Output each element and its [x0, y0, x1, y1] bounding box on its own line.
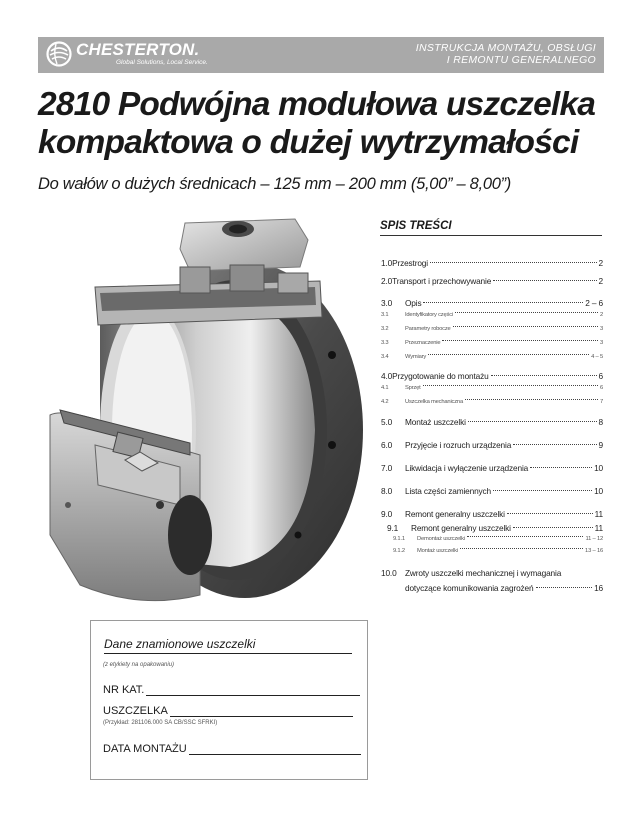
toc-item-label: Przygotowanie do montażu — [392, 371, 489, 381]
toc-item-9-1[interactable]: 9.1 Remont generalny uszczelki 11 — [387, 523, 603, 533]
toc-item-label: Opis — [405, 298, 422, 308]
seal-label: USZCZELKA — [103, 705, 168, 717]
document-type-line-2: I REMONTU GENERALNEGO — [446, 54, 596, 66]
toc-item-label: Wymiary — [405, 354, 427, 360]
toc-item-9-0[interactable]: 9.0 Remont generalny uszczelki 11 — [381, 509, 603, 519]
toc-item-label: Przestrogi — [392, 258, 428, 268]
seal-field[interactable] — [103, 705, 353, 717]
toc-item-label: Parametry robocze — [405, 326, 451, 332]
toc-item-page: 7 — [599, 399, 603, 405]
top-gland-block — [180, 219, 308, 271]
toc-item-page: 3 — [599, 326, 603, 332]
toc-item-2-0[interactable]: 2.0 Transport i przechowywanie 2 — [381, 276, 603, 286]
toc-item-page: 4 – 5 — [591, 354, 603, 360]
toc-item-page: 13 – 16 — [585, 548, 603, 554]
toc-item-4-2[interactable]: 4.2 Uszczelka mechaniczna 7 — [381, 399, 603, 405]
toc-item-label: Przeznaczenie — [405, 340, 441, 346]
toc-item-10-0[interactable]: 10.0 Zwroty uszczelki mechanicznej i wymagania — [381, 568, 562, 578]
toc-item-3-4[interactable]: 3.4 Wymiary 4 – 5 — [381, 354, 603, 360]
toc-item-8-0[interactable]: 8.0 Lista części zamiennych 10 — [381, 486, 603, 496]
brand-name: CHESTERTON. — [76, 40, 200, 59]
toc-item-label: Zwroty uszczelki mechanicznej i wymagania — [405, 568, 562, 578]
toc-item-label: Demontaż uszczelki — [417, 536, 465, 542]
page-title — [38, 86, 618, 162]
toc-item-10-0-cont[interactable] — [381, 583, 603, 593]
toc-item-label: Montaż uszczelki — [417, 548, 458, 554]
toc-item-page: 11 — [594, 523, 603, 533]
toc-item-page: 10 — [594, 463, 603, 473]
toc-item-1-0[interactable]: 1.0 Przestrogi 2 — [381, 258, 603, 268]
toc-item-label: Uszczelka mechaniczna — [405, 399, 463, 405]
toc-item-label: dotyczące komunikowania zagrożeń — [405, 583, 534, 593]
page-subtitle: Do wałów o dużych średnicach – 125 mm – 200 mm (5,00” – 8,00”) — [38, 175, 511, 193]
toc-item-3-3[interactable]: 3.3 Przeznaczenie 3 — [381, 340, 603, 346]
toc-item-6-0[interactable]: 6.0 Przyjęcie i rozruch urządzenia 9 — [381, 440, 603, 450]
toc-item-label: Sprzęt — [405, 385, 421, 391]
catalog-number-line[interactable] — [146, 694, 360, 696]
title-line-1: 2810 Podwójna modułowa uszczelka — [38, 86, 596, 123]
toc-item-3-0[interactable]: 3.0 Opis 2 – 6 — [381, 298, 603, 308]
toc-item-9-1-2[interactable]: 9.1.2 Montaż uszczelki 13 – 16 — [393, 548, 603, 554]
toc-item-5-0[interactable]: 5.0 Montaż uszczelki 8 — [381, 417, 603, 427]
toc-item-page: 2 — [598, 258, 603, 268]
catalog-number-label: NR KAT. — [103, 684, 145, 696]
toc-item-page: 11 – 12 — [585, 536, 603, 542]
toc-item-label: Remont generalny uszczelki — [411, 523, 511, 533]
toc-item-page: 11 — [594, 509, 603, 519]
toc-item-page: 6 — [599, 385, 603, 391]
seal-example: (Przykład: 281106.000 SA CB/SSC SFRKI) — [103, 720, 218, 726]
toc-item-label: Lista części zamiennych — [405, 486, 492, 496]
installation-date-field[interactable] — [103, 743, 361, 755]
toc-item-page: 8 — [598, 417, 603, 427]
nameplate-title: Dane znamionowe uszczelki — [104, 637, 352, 654]
toc-item-label: Remont generalny uszczelki — [405, 509, 505, 519]
toc-item-page: 2 — [599, 312, 603, 318]
toc-item-page: 16 — [594, 583, 603, 593]
header-banner — [38, 37, 604, 73]
toc-item-4-1[interactable]: 4.1 Sprzęt 6 — [381, 385, 603, 391]
toc-item-label: Transport i przechowywanie — [392, 276, 492, 286]
document-type — [416, 42, 596, 66]
seal-nameplate-box — [90, 620, 368, 780]
document-type-line-1: INSTRUKCJA MONTAŻU, OBSŁUGI — [415, 42, 596, 54]
toc-item-page: 3 — [599, 340, 603, 346]
toc-item-4-0[interactable]: 4.0 Przygotowanie do montażu 6 — [381, 371, 603, 381]
toc-item-page: 2 — [598, 276, 603, 286]
toc-item-label: Przyjęcie i rozruch urządzenia — [405, 440, 512, 450]
toc-heading: SPIS TREŚCI — [380, 220, 602, 236]
toc-item-page: 2 – 6 — [585, 298, 603, 308]
toc-item-label: Identyfikatory części — [405, 312, 453, 318]
top-cutaway-section — [95, 265, 322, 325]
nameplate-note: (z etykiety na opakowaniu) — [103, 662, 175, 668]
brand-tagline: Global Solutions, Local Service. — [116, 59, 208, 66]
toc-item-label: Likwidacja i wyłączenie urządzenia — [405, 463, 529, 473]
catalog-number-field[interactable] — [103, 684, 360, 696]
title-line-2: kompaktowa o dużej wytrzymałości — [38, 124, 579, 161]
seal-line[interactable] — [170, 715, 353, 717]
toc-item-page: 6 — [598, 371, 603, 381]
globe-logo-icon — [46, 41, 72, 67]
toc-item-3-2[interactable]: 3.2 Parametry robocze 3 — [381, 326, 603, 332]
installation-date-label: DATA MONTAŻU — [103, 743, 187, 755]
toc-item-9-1-1[interactable]: 9.1.1 Demontaż uszczelki 11 – 12 — [393, 536, 603, 542]
toc-item-page: 10 — [594, 486, 603, 496]
chesterton-logo — [46, 41, 208, 67]
toc-item-7-0[interactable]: 7.0 Likwidacja i wyłączenie urządzenia 10 — [381, 463, 603, 473]
seal-cutaway-illustration — [40, 205, 370, 615]
toc-item-3-1[interactable]: 3.1 Identyfikatory części 2 — [381, 312, 603, 318]
toc-item-page: 9 — [598, 440, 603, 450]
toc-item-label: Montaż uszczelki — [405, 417, 466, 427]
installation-date-line[interactable] — [189, 753, 361, 755]
